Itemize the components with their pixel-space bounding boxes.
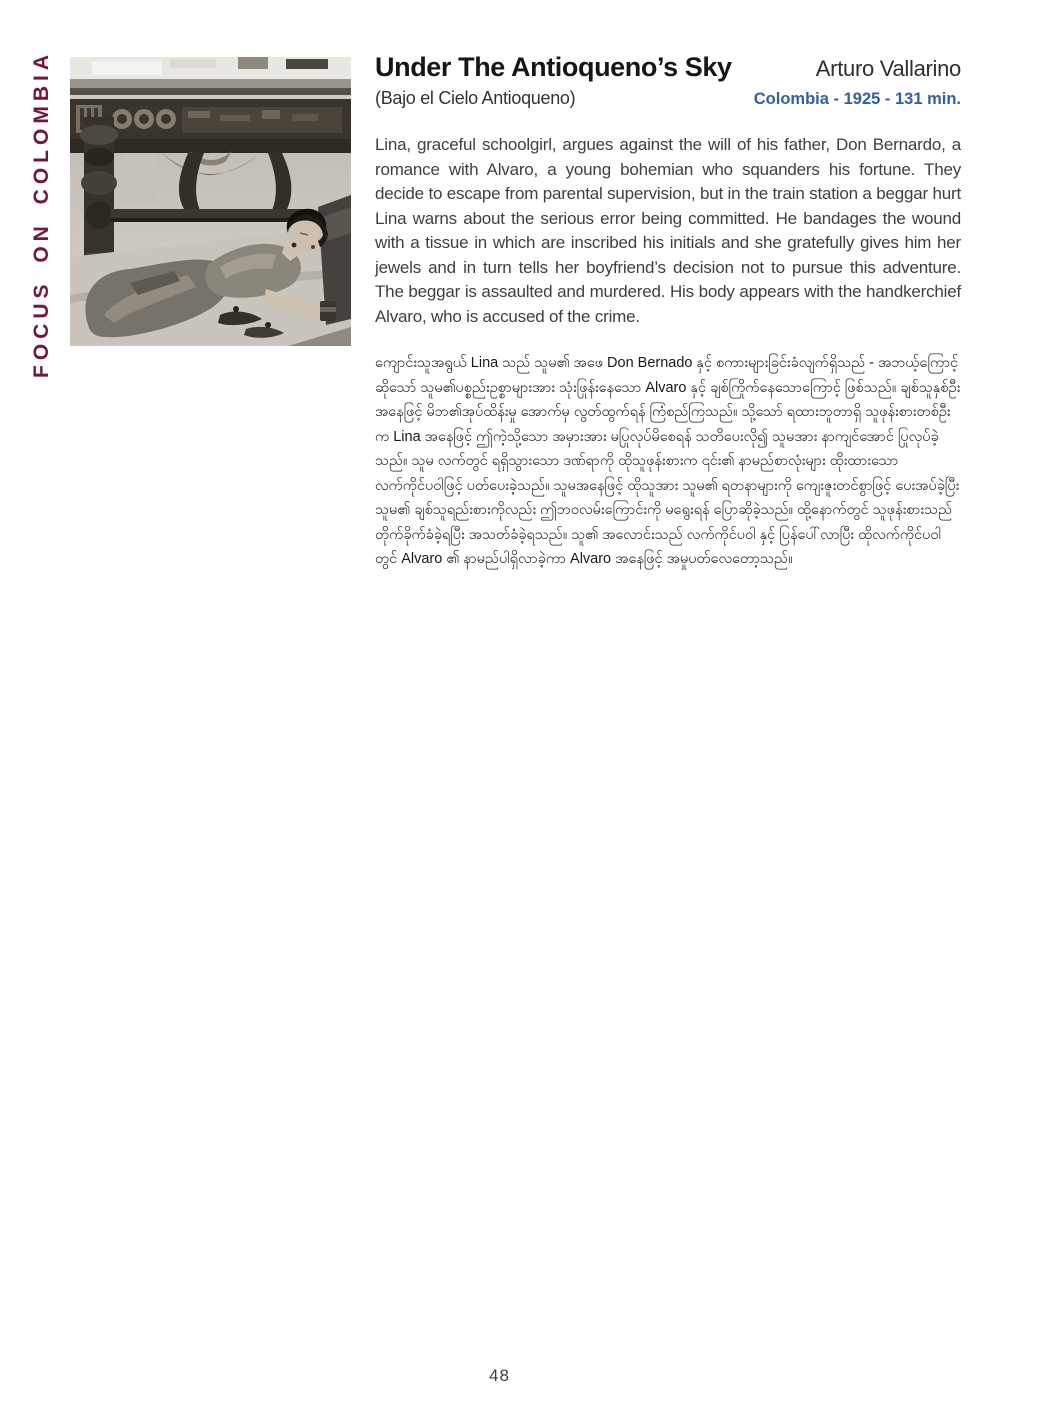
page-number: 48 bbox=[489, 1366, 510, 1385]
film-still-photo bbox=[70, 57, 351, 346]
film-director: Arturo Vallarino bbox=[815, 56, 961, 81]
section-label-vertical: FOCUS ON COLOMBIA bbox=[30, 50, 53, 378]
film-still-illustration bbox=[70, 57, 351, 346]
film-original-title: (Bajo el Cielo Antioqueno) bbox=[375, 88, 576, 108]
synopsis-english: Lina, graceful schoolgirl, argues against the will of his father, Don Bernardo, a romance with Alvaro, a young bohemian who squanders his fortune. They decide to escape from parental supervision, but in the train station a beggar hurt Lina warns about the serious error being committed. He bandages the wound with a tissue in which are inscribed his initials and she gratefully gives him her jewels and in turn tells her boyfriend’s decision not to pursue this adventure. The beggar is assaulted and murdered. His body appears with the handkerchief Alvaro, who is accused of the crime. bbox=[375, 135, 961, 326]
synopsis-burmese: ကျောင်းသူအရွယ် Lina သည် သူမ၏ အဖေ Don Bernado နှင့် စကားများခြင်းခံလျက်ရှိသည် - အဘယ့်ကြောင့်ဆိုသော် သူမ၏ပစ္စည်းဥစ္စာများအား သုံးဖြုန်းနေသော Alvaro နှင့် ချစ်ကြိုက်နေသောကြောင့် ဖြစ်သည်။ ချစ်သူနှစ်ဦးအနေဖြင့် မိဘ၏အုပ်ထိန်းမှု အောက်မှ လွတ်ထွက်ရန် ကြံစည်ကြသည်။ သို့သော် ရထားဘူတာရှိ သူဖုန်းစားတစ်ဦးက Lina အနေဖြင့် ဤကဲ့သို့သော အမှားအား မပြုလုပ်မိစေရန် သတိပေးလို၍ သူမအား နာကျင်အောင် ပြုလုပ်ခဲ့သည်။ သူမ လက်တွင် ရရှိသွားသော ဒဏ်ရာကို ထိုသူဖုန်းစားက ၎င်း၏ နာမည်စာလုံးများ ထိုးထားသော လက်ကိုင်ပဝါဖြင့် ပတ်ပေးခဲ့သည်။ သူမအနေဖြင့် ထိုသူအား သူမ၏ ရတနာများကို ကျေးဇူးတင်စွာဖြင့် ပေးအပ်ခဲ့ပြီး သူမ၏ ချစ်သူရည်းစားကိုလည်း ဤဘဝလမ်းကြောင်းကို မရွေးရန် ပြောဆိုခဲ့သည်။ ထို့နောက်တွင် သူဖုန်းစားသည် တိုက်ခိုက်ခံခဲ့ရပြီး အသတ်ခံခဲ့ရသည်။ သူ၏ အလောင်းသည် လက်ကိုင်ပဝါ နှင့် ပြန်ပေါ်လာပြီး ထိုလက်ကိုင်ပဝါတွင် Alvaro ၏ နာမည်ပါရှိလာခဲ့ကာ Alvaro အနေဖြင့် အမှုပတ်လေတော့သည်။ bbox=[375, 355, 961, 567]
film-entry bbox=[375, 52, 961, 572]
film-country-year-runtime: Colombia - 1925 - 131 min. bbox=[753, 90, 961, 108]
film-title: Under The Antioqueno’s Sky bbox=[375, 52, 732, 82]
subtitle-row bbox=[375, 88, 961, 109]
title-row bbox=[375, 52, 961, 83]
